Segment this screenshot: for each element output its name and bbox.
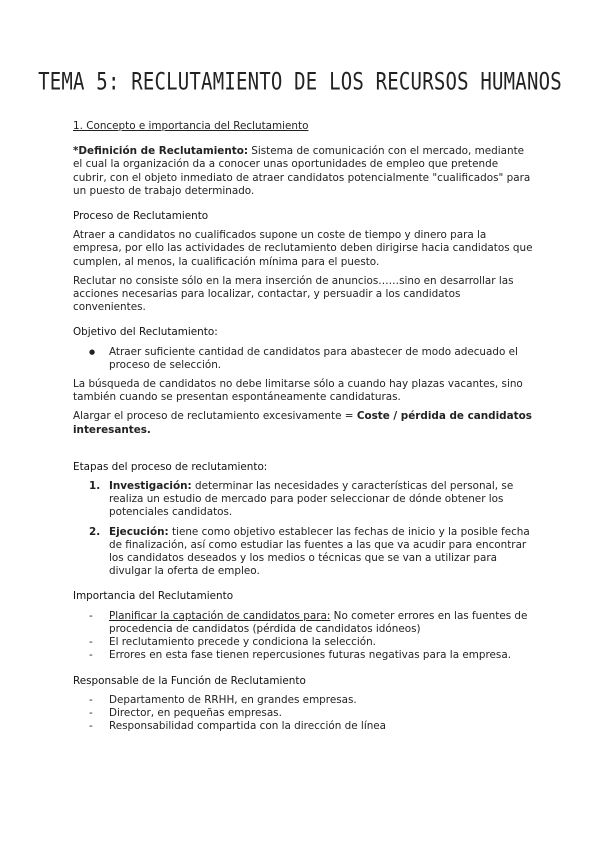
- list-item: [73, 720, 533, 733]
- definition-text: Sistema de comunicación con el mercado, mediante el cual la organización da a conocer unas oportunidades de empleo que pretende cubrir, con el objeto inmediato de atraer candidatos potencialmente "cualificados" para un puesto de trabajo determinado.: [73, 145, 531, 197]
- dash-marker: -: [89, 636, 93, 649]
- objetivo-list: [73, 346, 533, 372]
- dash-marker: -: [89, 609, 93, 622]
- proceso-paragraph-2: Reclutar no consiste sólo en la mera inserción de anuncios……sino en desarrollar las acciones necesarias para localizar, contactar, y persuadir a los candidatos convenientes.: [73, 274, 514, 314]
- proceso-heading: Proceso de Reclutamiento: [73, 210, 209, 223]
- importancia-heading: Importancia del Reclutamiento: [73, 590, 234, 603]
- dash-marker: -: [89, 693, 93, 706]
- list-item: [73, 526, 533, 579]
- list-item: [73, 480, 533, 520]
- proceso-paragraph-1: Atraer a candidatos no cualificados supone un coste de tiempo y dinero para la empresa, por ello las actividades de reclutamiento deben dirigirse hacia candidatos que cumplen, al menos, la cualificación mínima para el puesto.: [73, 229, 533, 268]
- list-item: [73, 610, 533, 636]
- item-label: Investigación:: [109, 480, 192, 493]
- item-text: Responsabilidad compartida con la dirección de línea: [109, 720, 387, 733]
- definition-paragraph: [73, 145, 533, 198]
- objetivo-p2-bold: Coste / pérdida de candidatos interesantes.: [73, 410, 532, 436]
- list-item: [73, 649, 533, 662]
- dash-marker: -: [89, 720, 93, 733]
- etapas-heading: Etapas del proceso de reclutamiento:: [73, 460, 268, 473]
- item-text: determinar las necesidades y características del personal, se realiza un estudio de mercado para poder seleccionar de dónde obtener los potenciales candidatos.: [109, 480, 514, 519]
- item-number: 2.: [89, 525, 101, 538]
- document-body: [73, 120, 533, 733]
- item-underlined: Planificar la captación de candidatos para:: [109, 609, 331, 622]
- objetivo-heading: Objetivo del Reclutamiento:: [73, 326, 218, 339]
- definition-label: *Definición de Reclutamiento:: [73, 145, 248, 158]
- item-text: No cometer errores en las fuentes de procedencia de candidatos (pérdida de candidatos idóneos): [109, 609, 528, 635]
- objetivo-p2-text: Alargar el proceso de reclutamiento excesivamente =: [73, 410, 357, 423]
- section-heading: 1. Concepto e importancia del Reclutamiento: [73, 120, 309, 132]
- item-text: Director, en pequeñas empresas.: [109, 706, 282, 719]
- list-item: [73, 694, 533, 707]
- importancia-list: [73, 610, 533, 663]
- item-text: Errores en esta fase tienen repercusiones futuras negativas para la empresa.: [109, 649, 511, 662]
- item-number: 1.: [89, 480, 101, 493]
- list-item: [73, 636, 533, 649]
- page-title: TEMA 5: RECLUTAMIENTO DE LOS RECURSOS HUMANOS: [38, 68, 562, 96]
- item-text: tiene como objetivo establecer las fechas de inicio y la posible fecha de finalización, así como estudiar las fuentes a las que va acudir para encontrar los candidatos deseados y los medios o técnicas que se van a utilizar para divulgar la oferta de empleo.: [109, 525, 530, 578]
- objetivo-paragraph-2: [73, 410, 533, 436]
- dash-marker: -: [89, 706, 93, 719]
- responsable-heading: Responsable de la Función de Reclutamiento: [73, 674, 306, 687]
- dash-marker: -: [89, 649, 93, 662]
- list-item: ● Atraer suficiente cantidad de candidatos para abastecer de modo adecuado el proceso de selección.: [73, 346, 533, 372]
- etapas-list: [73, 480, 533, 578]
- responsable-list: [73, 694, 533, 734]
- list-item: [73, 707, 533, 720]
- objetivo-paragraph-1: La búsqueda de candidatos no debe limitarse sólo a cuando hay plazas vacantes, sino también cuando se presentan espontáneamente candidaturas.: [73, 378, 523, 404]
- item-text: El reclutamiento precede y condiciona la selección.: [109, 636, 376, 649]
- item-text: Departamento de RRHH, en grandes empresas.: [109, 693, 357, 706]
- item-label: Ejecución:: [109, 525, 169, 538]
